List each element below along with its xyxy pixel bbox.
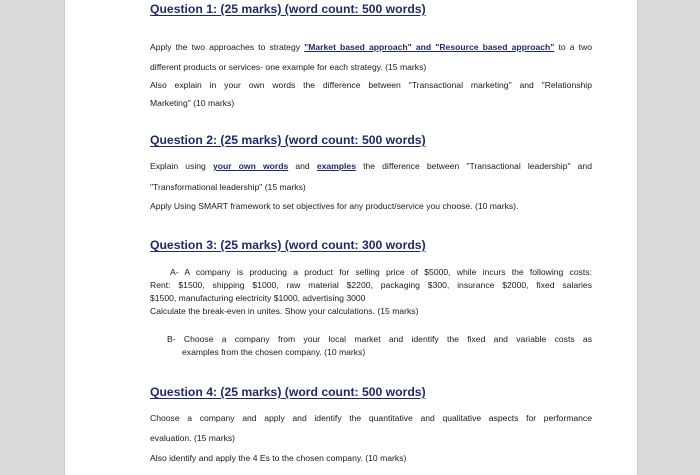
question-4-line-1: Choose a company and apply and identify the quantitative and qualitative aspects for performance xyxy=(150,413,592,423)
question-2-line-2: "Transformational leadership" (15 marks) xyxy=(150,182,306,192)
question-3-part-a-line-4: Calculate the break-even in unites. Show your calculations. (15 marks) xyxy=(150,306,419,316)
question-2-line-3: Apply Using SMART framework to set objectives for any product/service you choose. (10 marks). xyxy=(150,201,519,211)
question-1-line-4: Marketing" (10 marks) xyxy=(150,98,235,108)
question-4-line-3: Also identify and apply the 4 Es to the chosen company. (10 marks) xyxy=(150,453,407,463)
question-2-own-words: your own words xyxy=(212,161,289,171)
question-1-line-3: Also explain in your own words the difference between "Transactional marketing" and "Relationship xyxy=(150,80,592,90)
question-2-examples: examples xyxy=(316,161,356,171)
question-2-heading: Question 2: (25 marks) (word count: 500 words) xyxy=(150,133,426,147)
question-3-part-a-line-1: A- A company is producing a product for selling price of $5000, while incurs the following costs: xyxy=(170,267,592,277)
question-3-part-b-line-1: B- Choose a company from your local market and identify the fixed and variable costs as xyxy=(167,334,592,344)
question-4-heading: Question 4: (25 marks) (word count: 500 words) xyxy=(150,385,426,399)
question-4-line-2: evaluation. (15 marks) xyxy=(150,433,236,443)
question-1-line-2: different products or services- one example for each strategy. (15 marks) xyxy=(150,62,427,72)
question-3-part-a-line-3: $1500, manufacturing electricity $1000, advertising 3000 xyxy=(150,293,366,303)
question-3-part-a-line-2: Rent: $1500, shipping $1000, raw material $2200, packaging $300, insurance $2000, fixed salaries xyxy=(150,280,592,290)
question-1-approaches: "Market based approach" and "Resource based approach" xyxy=(304,42,555,52)
question-2-line-1: Explain using your own words and examples the difference between "Transactional leadership" and xyxy=(150,161,592,171)
question-1-line-1: Apply the two approaches to strategy "Market based approach" and "Resource based approach" to a two xyxy=(150,42,592,52)
question-3-part-b-line-2: examples from the chosen company. (10 marks) xyxy=(182,347,366,357)
question-1-heading: Question 1: (25 marks) (word count: 500 words) xyxy=(150,2,426,16)
question-3-heading: Question 3: (25 marks) (word count: 300 words) xyxy=(150,238,426,252)
